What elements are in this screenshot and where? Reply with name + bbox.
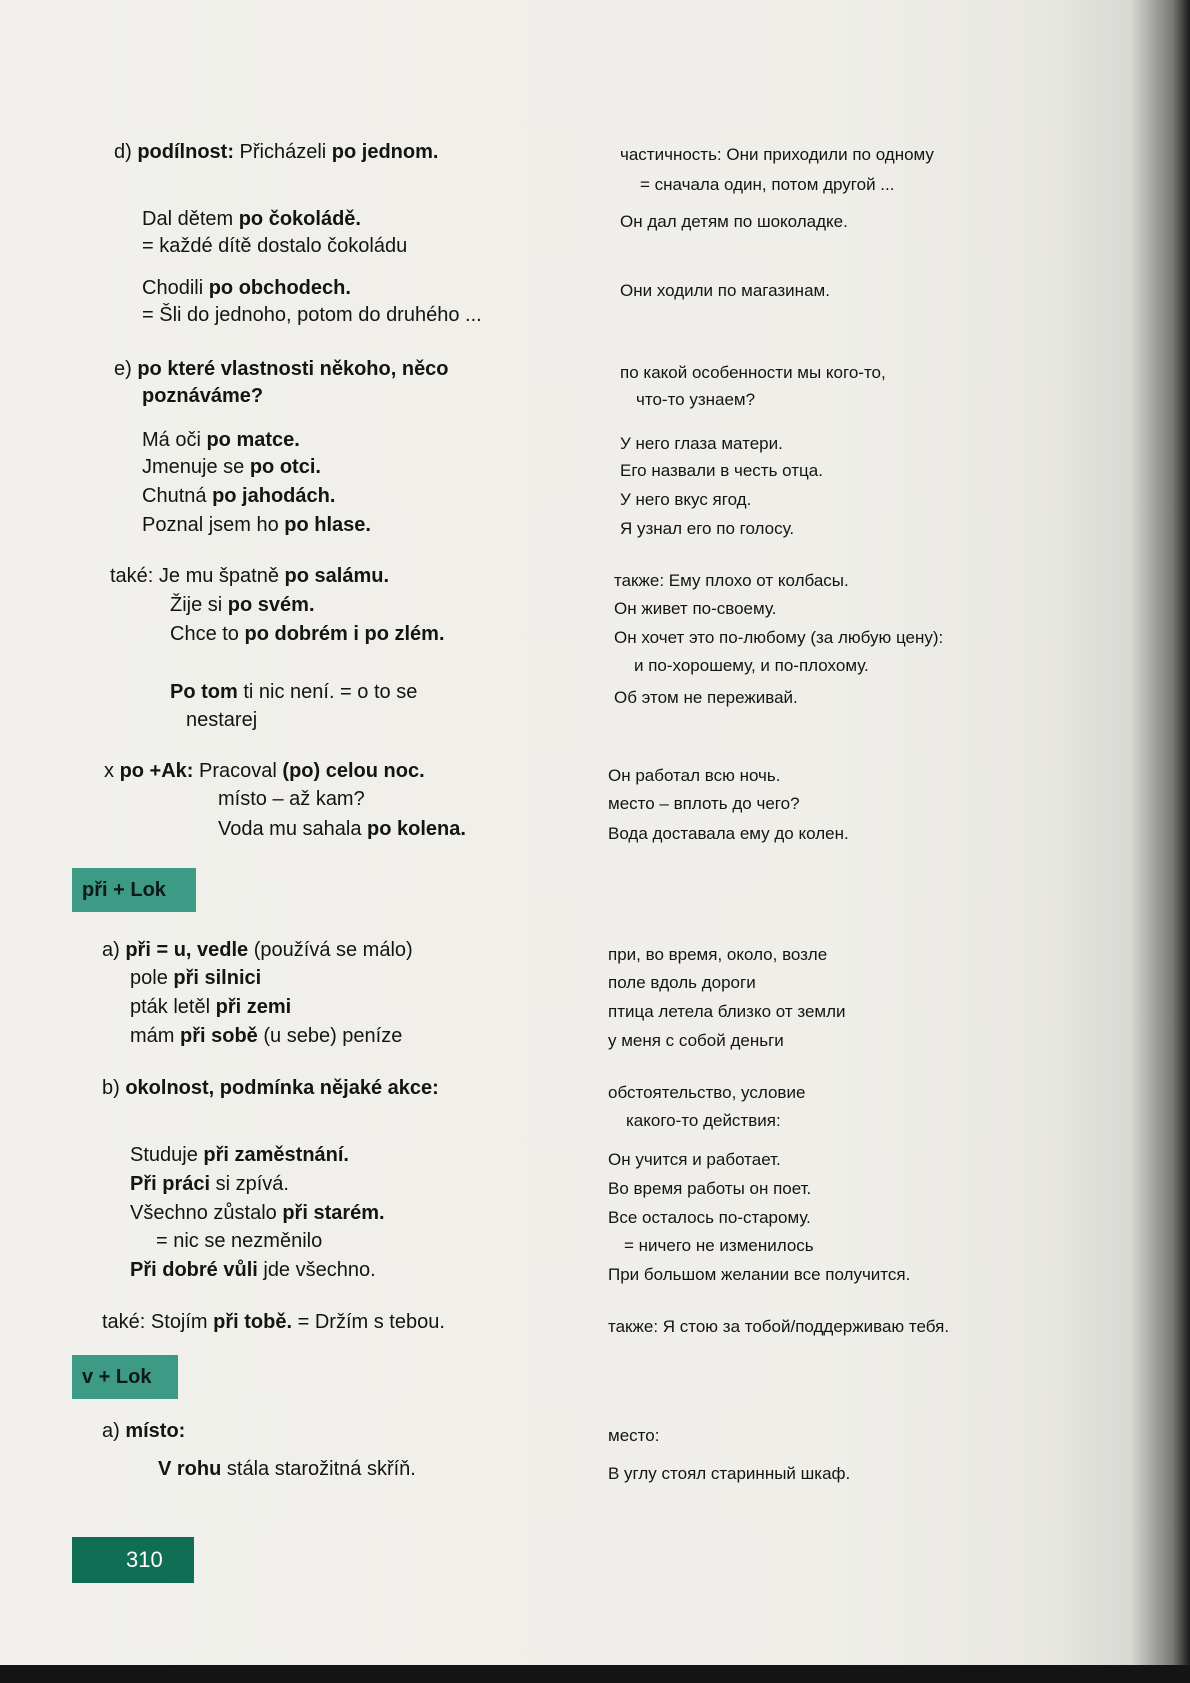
example-line: také: Stojím při tobě. = Držím s tebou. xyxy=(102,1311,445,1333)
example-translation: У него глаза матери. xyxy=(620,434,783,453)
section-a-heading: a) při = u, vedle (používá se málo) xyxy=(102,939,413,961)
example-line: x po +Ak: Pracoval (po) celou noc. xyxy=(104,760,425,782)
example-translation: поле вдоль дороги xyxy=(608,973,756,992)
example-translation: Он дал детям по шоколадке. xyxy=(620,212,848,231)
example-explanation: = Šli do jednoho, potom do druhého ... xyxy=(142,304,482,326)
section-d-heading: d) podílnost: Přicházeli po jednom. xyxy=(114,141,439,163)
section-d-translation-note: = сначала один, потом другой ... xyxy=(640,175,895,194)
example-line: Žije si po svém. xyxy=(170,594,315,616)
example-line: Jmenuje se po otci. xyxy=(142,456,321,478)
example-translation: Во время работы он поет. xyxy=(608,1179,812,1198)
section-b-heading: b) okolnost, podmínka nějaké akce: xyxy=(102,1077,439,1099)
example-line: Při práci si zpívá. xyxy=(130,1173,289,1195)
example-line: Dal dětem po čokoládě. xyxy=(142,208,361,230)
example-translation: Его назвали в честь отца. xyxy=(620,461,823,480)
example-translation: у меня с собой деньги xyxy=(608,1031,784,1050)
example-translation-cont: = ничего не изменилось xyxy=(624,1236,814,1255)
example-translation: при, во время, около, возле xyxy=(608,945,828,964)
scan-edge xyxy=(0,1665,1190,1683)
section-e-heading: e) po které vlastnosti někoho, něco xyxy=(114,358,449,380)
section-e-translation: по какой особенности мы кого-то, xyxy=(620,363,886,382)
example-line: Všechno zůstalo při starém. xyxy=(130,1202,385,1224)
example-translation: Он хочет это по-любому (за любую цену): xyxy=(614,628,944,647)
example-line: V rohu stála starožitná skříň. xyxy=(158,1458,416,1480)
example-line: Chce to po dobrém i po zlém. xyxy=(170,623,445,645)
example-translation: место: xyxy=(608,1426,660,1445)
example-line: Poznal jsem ho po hlase. xyxy=(142,514,371,536)
example-translation: Он учится и работает. xyxy=(608,1150,781,1169)
example-translation: также: Ему плохо от колбасы. xyxy=(614,571,849,590)
example-translation: В углу стоял старинный шкаф. xyxy=(608,1464,851,1483)
example-line: Po tom ti nic není. = o to se xyxy=(170,681,418,703)
example-line: Studuje při zaměstnání. xyxy=(130,1144,349,1166)
example-line: pták letěl při zemi xyxy=(130,996,292,1018)
example-line: mám při sobě (u sebe) peníze xyxy=(130,1025,403,1047)
example-line: Chutná po jahodách. xyxy=(142,485,336,507)
example-translation: Все осталось по-старому. xyxy=(608,1208,811,1227)
example-translation-cont: какого-то действия: xyxy=(626,1111,781,1130)
example-line: místo – až kam? xyxy=(218,788,365,810)
example-line: pole při silnici xyxy=(130,967,262,989)
example-translation: обстоятельство, условие xyxy=(608,1083,806,1102)
example-translation: Они ходили по магазинам. xyxy=(620,281,830,300)
example-explanation: = každé dítě dostalo čokoládu xyxy=(142,235,408,257)
example-translation: При большом желании все получится. xyxy=(608,1265,911,1284)
example-translation: Он живет по-своему. xyxy=(614,599,777,618)
section-e-heading-cont: poznáváme? xyxy=(142,385,264,407)
page-number: 310 xyxy=(72,1537,194,1583)
example-line: Má oči po matce. xyxy=(142,429,300,451)
example-translation: Он работал всю ночь. xyxy=(608,766,781,785)
section-badge-pri-lok: při + Lok xyxy=(72,868,196,912)
example-explanation: = nic se nezměnilo xyxy=(156,1230,323,1252)
section-a-heading: a) místo: xyxy=(102,1420,186,1442)
example-translation-cont: и по-хорошему, и по-плохому. xyxy=(634,656,869,675)
example-line: také: Je mu špatně po salámu. xyxy=(110,565,390,587)
example-translation: место – вплоть до чего? xyxy=(608,794,800,813)
example-line: Voda mu sahala po kolena. xyxy=(218,818,466,840)
example-translation: Я узнал его по голосу. xyxy=(620,519,795,538)
example-translation: Вода доставала ему до колен. xyxy=(608,824,849,843)
section-d-translation: частичность: Они приходили по одному xyxy=(620,145,934,164)
section-badge-v-lok: v + Lok xyxy=(72,1355,178,1399)
example-line: Při dobré vůli jde všechno. xyxy=(130,1259,376,1281)
example-translation: также: Я стою за тобой/поддерживаю тебя. xyxy=(608,1317,950,1336)
example-line-cont: nestarej xyxy=(186,709,258,731)
example-line: Chodili po obchodech. xyxy=(142,277,351,299)
example-translation: Об этом не переживай. xyxy=(614,688,798,707)
section-e-translation-cont: что-то узнаем? xyxy=(636,390,756,409)
example-translation: птица летела близко от земли xyxy=(608,1002,846,1021)
example-translation: У него вкус ягод. xyxy=(620,490,752,509)
